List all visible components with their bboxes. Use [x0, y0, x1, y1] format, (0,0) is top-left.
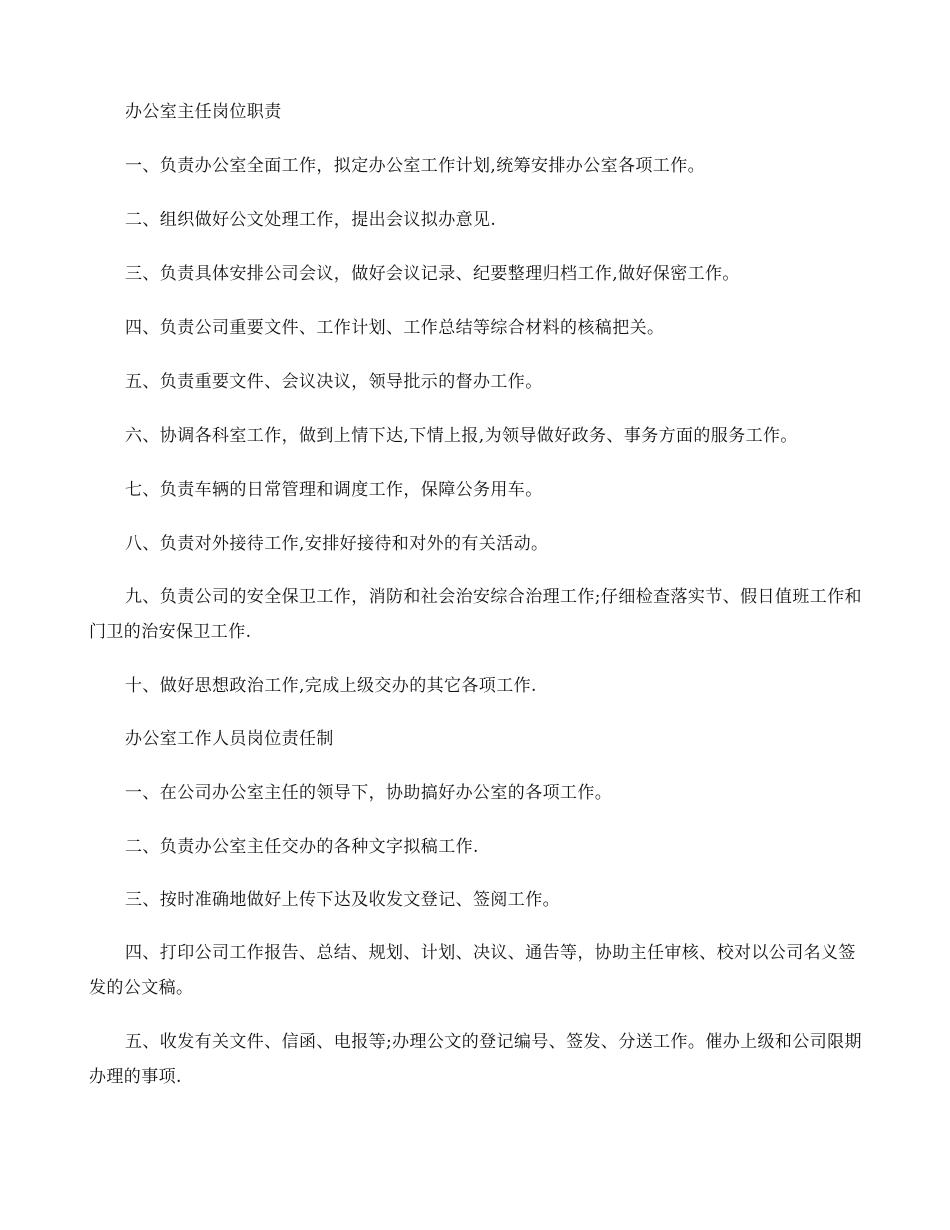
- director-duty-9: 九、负责公司的安全保卫工作，消防和社会治安综合治理工作;仔细检查落实节、假日值班工作和门卫的治安保卫工作.: [89, 587, 862, 642]
- section-title-director: 办公室主任岗位职责: [125, 102, 282, 122]
- director-duty-5: 五、负责重要文件、会议决议，领导批示的督办工作。: [125, 372, 543, 392]
- director-duty-2: 二、组织做好公文处理工作，提出会议拟办意见.: [125, 210, 497, 230]
- staff-duty-4: 四、打印公司工作报告、总结、规划、计划、决议、通告等，协助主任审核、校对以公司名义签发的公文稿。: [89, 943, 856, 998]
- director-duty-4: 四、负责公司重要文件、工作计划、工作总结等综合材料的核稿把关。: [125, 318, 665, 338]
- director-duty-8: 八、负责对外接待工作,安排好接待和对外的有关活动。: [125, 534, 549, 554]
- section-title-staff: 办公室工作人员岗位责任制: [125, 729, 334, 749]
- director-duty-7: 七、负责车辆的日常管理和调度工作，保障公务用车。: [125, 480, 543, 500]
- staff-duty-3: 三、按时准确地做好上传下达及收发文登记、签阅工作。: [125, 890, 560, 910]
- director-duty-6: 六、协调各科室工作，做到上情下达,下情上报,为领导做好政务、事务方面的服务工作。: [125, 426, 798, 446]
- director-duty-10: 十、做好思想政治工作,完成上级交办的其它各项工作.: [125, 676, 537, 696]
- director-duty-3: 三、负责具体安排公司会议，做好会议记录、纪要整理归档工作,做好保密工作。: [125, 264, 740, 284]
- staff-duty-5: 五、收发有关文件、信函、电报等;办理公文的登记编号、签发、分送工作。催办上级和公司限期办理的事项.: [89, 1032, 862, 1087]
- director-duty-1: 一、负责办公室全面工作，拟定办公室工作计划,统筹安排办公室各项工作。: [125, 156, 706, 176]
- staff-duty-2: 二、负责办公室主任交办的各种文字拟稿工作.: [125, 837, 479, 857]
- staff-duty-1: 一、在公司办公室主任的领导下，协助搞好办公室的各项工作。: [125, 783, 613, 803]
